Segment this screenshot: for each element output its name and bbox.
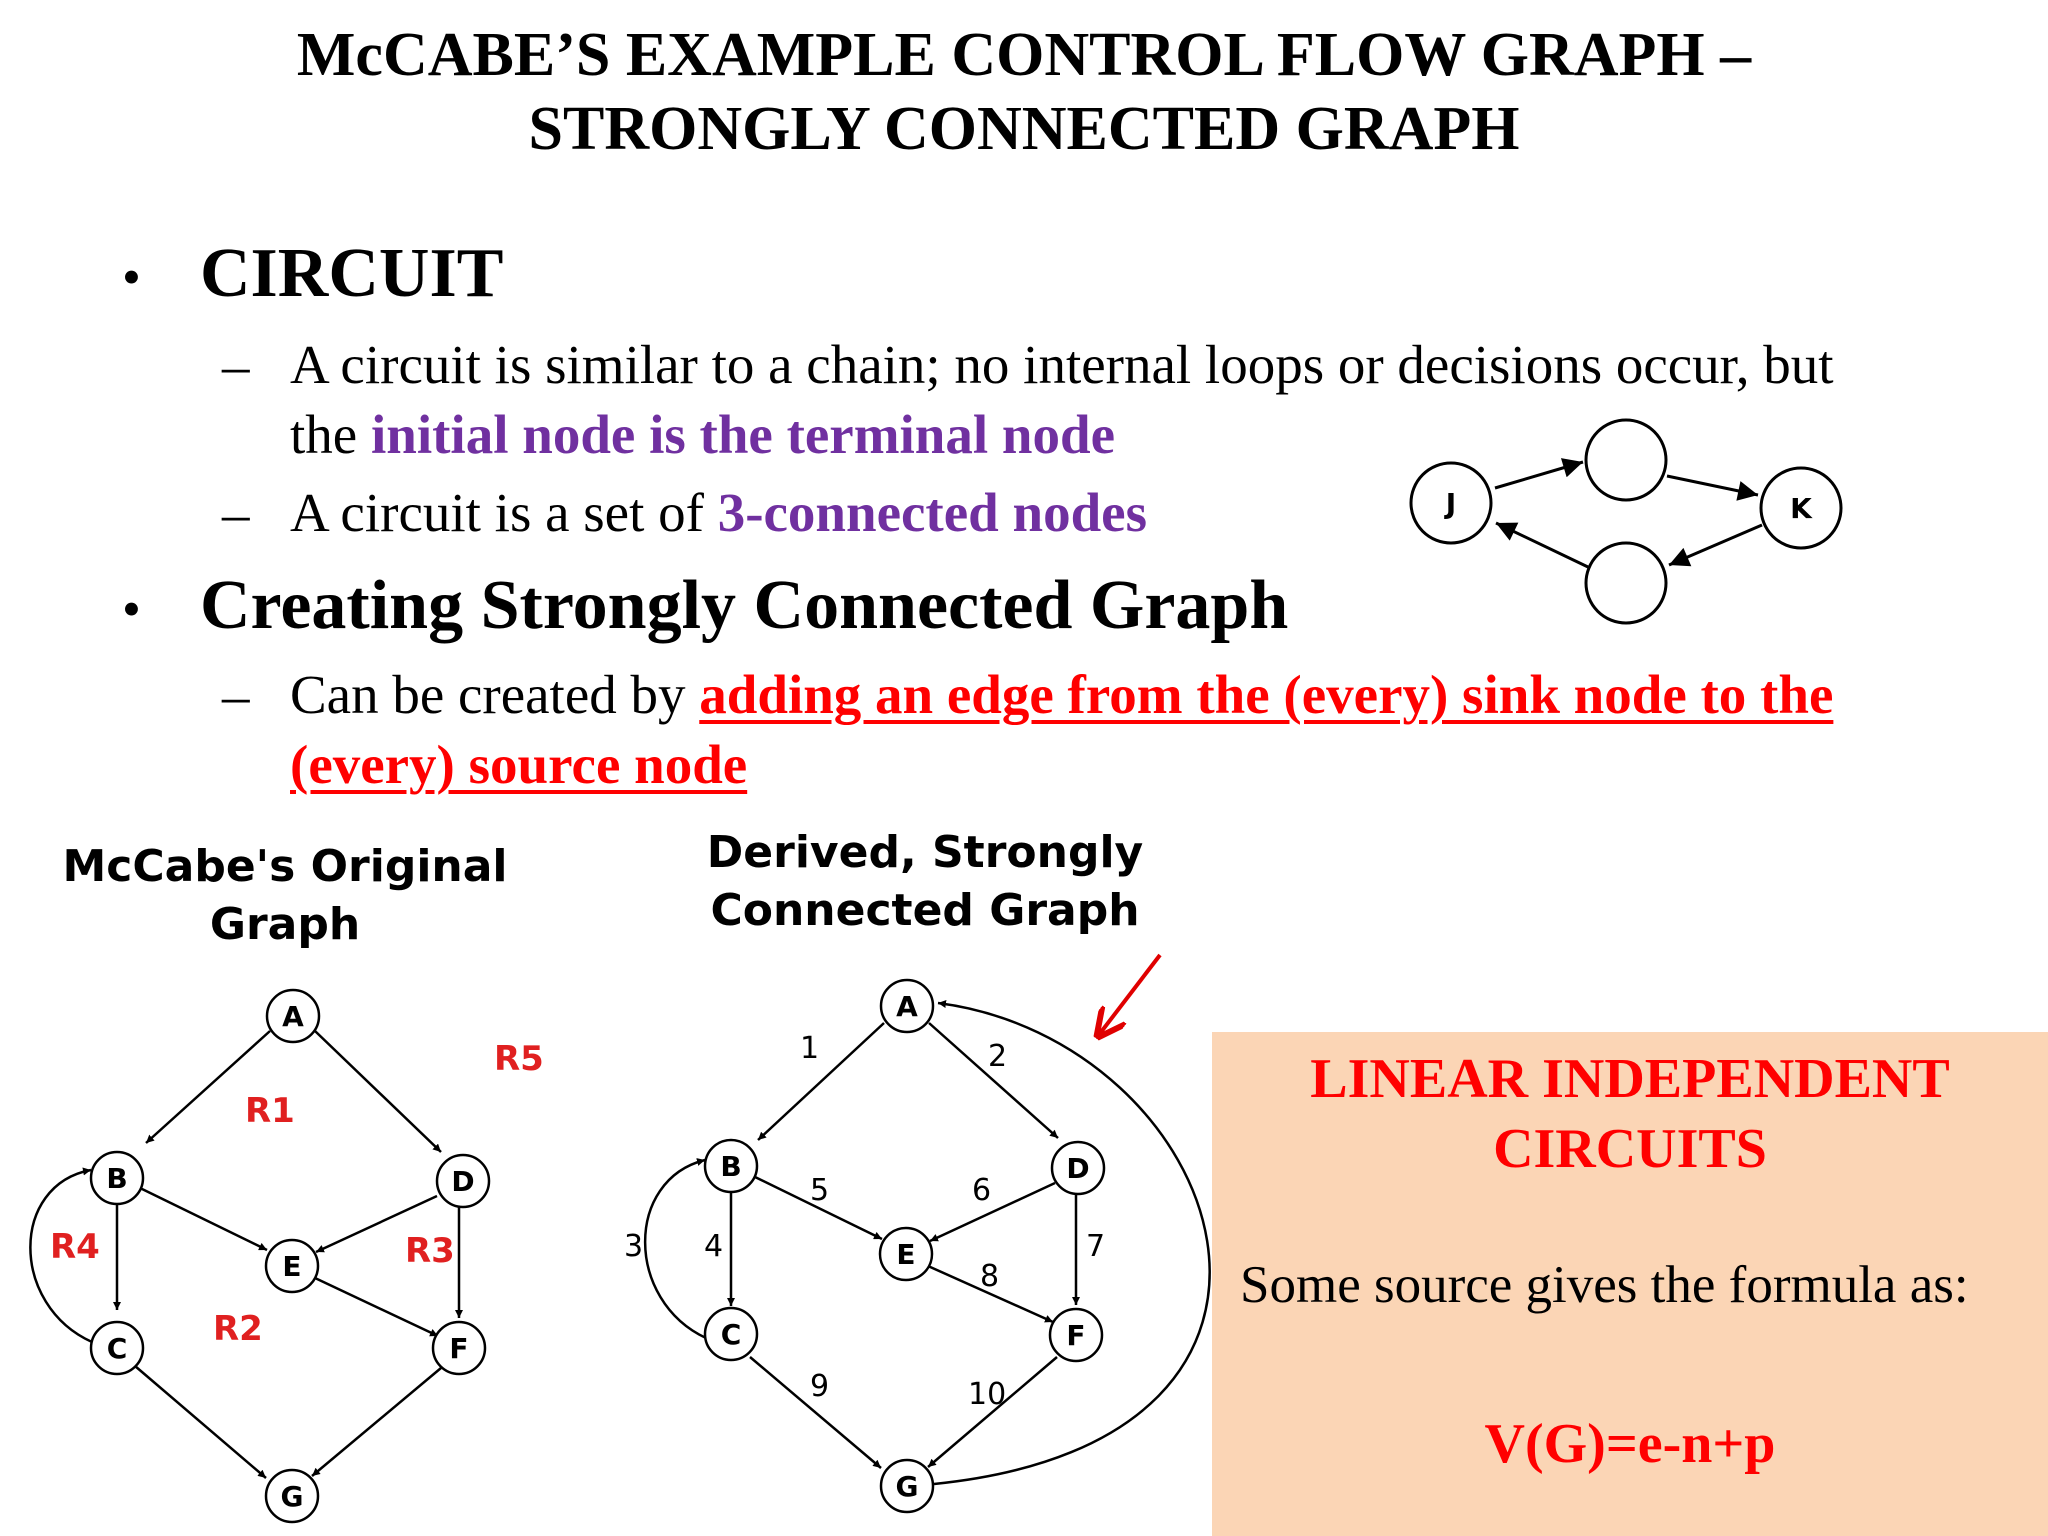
slide-title-line1: McCABE’S EXAMPLE CONTROL FLOW GRAPH – bbox=[296, 21, 1752, 89]
orig-edge-e-f bbox=[315, 1278, 438, 1336]
derived-edge-6 bbox=[930, 1183, 1055, 1241]
circuit-node-j-label: J bbox=[1445, 487, 1457, 520]
region-r5: R5 bbox=[494, 1039, 544, 1079]
circuit-edge bbox=[1495, 462, 1583, 488]
region-r4: R4 bbox=[50, 1227, 100, 1267]
circuit-graph bbox=[1411, 420, 1841, 623]
derived-graph-title: Derived, Strongly Connected Graph bbox=[706, 827, 1144, 936]
strong-sub1-line1: Can be created by adding an edge from the (every) sink node to the bbox=[290, 664, 1834, 725]
orig-node-b-label: B bbox=[106, 1162, 128, 1195]
derived-node-e-label: E bbox=[896, 1238, 916, 1271]
bullet-circuit-heading: CIRCUIT bbox=[200, 235, 504, 312]
edge-label-2: 2 bbox=[988, 1039, 1008, 1074]
edge-label-10: 10 bbox=[968, 1377, 1007, 1412]
circuit-sub1-line1: A circuit is similar to a chain; no internal loops or decisions occur, but bbox=[290, 334, 1834, 395]
panel-heading: LINEAR INDEPENDENT CIRCUITS bbox=[1310, 1048, 1950, 1180]
panel-text: Some source gives the formula as: bbox=[1240, 1256, 1969, 1314]
orig-node-a-label: A bbox=[282, 1000, 304, 1033]
strong-sub1-highlight-1: adding an edge from the (every) sink node to the bbox=[699, 664, 1834, 725]
region-r1: R1 bbox=[245, 1091, 295, 1131]
derived-node-g-label: G bbox=[895, 1470, 919, 1503]
circuit-sub1-line2: the initial node is the terminal node bbox=[290, 404, 1116, 465]
panel-formula: V(G)=e-n+p bbox=[1484, 1413, 1776, 1475]
derived-edge-10 bbox=[928, 1357, 1057, 1467]
circuit-edge bbox=[1667, 476, 1758, 495]
derived-edge-1 bbox=[758, 1023, 884, 1140]
orig-node-d-label: D bbox=[451, 1165, 475, 1198]
dash-marker: – bbox=[222, 335, 250, 396]
circuit-node-bottom bbox=[1586, 543, 1666, 623]
orig-node-e-label: E bbox=[282, 1250, 302, 1283]
bullet-strong-heading: Creating Strongly Connected Graph bbox=[200, 567, 1289, 644]
slide-title-line2: STRONGLY CONNECTED GRAPH bbox=[528, 95, 1520, 163]
orig-edge-b-e bbox=[140, 1188, 267, 1250]
edge-label-3: 3 bbox=[624, 1229, 644, 1264]
derived-node-f-label: F bbox=[1066, 1319, 1086, 1352]
red-pointer-arrow-icon bbox=[1098, 955, 1160, 1036]
derived-node-b-label: B bbox=[720, 1150, 742, 1183]
dash-marker: – bbox=[222, 483, 250, 544]
bullet-marker: • bbox=[122, 579, 141, 639]
dash-marker: – bbox=[222, 665, 250, 726]
edge-label-1: 1 bbox=[800, 1031, 820, 1066]
bullet-marker: • bbox=[122, 247, 141, 307]
derived-graph-nodes bbox=[705, 980, 1104, 1512]
circuit-node-k-label: K bbox=[1790, 492, 1812, 525]
circuit-sub2: A circuit is a set of 3-connected nodes bbox=[290, 482, 1147, 543]
orig-node-g-label: G bbox=[280, 1480, 304, 1513]
derived-edge-3 bbox=[645, 1160, 706, 1338]
orig-edge-a-d bbox=[315, 1031, 441, 1152]
orig-node-c-label: C bbox=[106, 1332, 128, 1365]
strong-sub1-highlight-2: (every) source node bbox=[290, 734, 748, 795]
region-r2: R2 bbox=[213, 1309, 263, 1349]
edge-label-4: 4 bbox=[704, 1229, 724, 1264]
derived-node-c-label: C bbox=[720, 1318, 742, 1351]
derived-graph-edge-labels bbox=[624, 1031, 1105, 1412]
circuit-edge bbox=[1669, 525, 1762, 565]
derived-node-d-label: D bbox=[1066, 1152, 1090, 1185]
edge-label-5: 5 bbox=[810, 1173, 830, 1208]
edge-label-7: 7 bbox=[1086, 1229, 1106, 1264]
region-r3: R3 bbox=[405, 1231, 455, 1271]
edge-label-9: 9 bbox=[810, 1369, 830, 1404]
circuit-sub1-highlight: initial node is the terminal node bbox=[370, 404, 1116, 465]
edge-label-8: 8 bbox=[980, 1259, 1000, 1294]
circuit-sub2-highlight: 3-connected nodes bbox=[717, 482, 1147, 543]
derived-node-a-label: A bbox=[896, 990, 918, 1023]
circuit-edge bbox=[1496, 523, 1588, 567]
orig-node-f-label: F bbox=[449, 1332, 469, 1365]
circuit-node-top bbox=[1586, 420, 1666, 500]
orig-edge-f-g bbox=[312, 1368, 441, 1476]
original-graph-title: McCabe's Original Graph bbox=[62, 841, 508, 950]
edge-label-6: 6 bbox=[972, 1173, 992, 1208]
orig-edge-c-g bbox=[135, 1366, 266, 1478]
